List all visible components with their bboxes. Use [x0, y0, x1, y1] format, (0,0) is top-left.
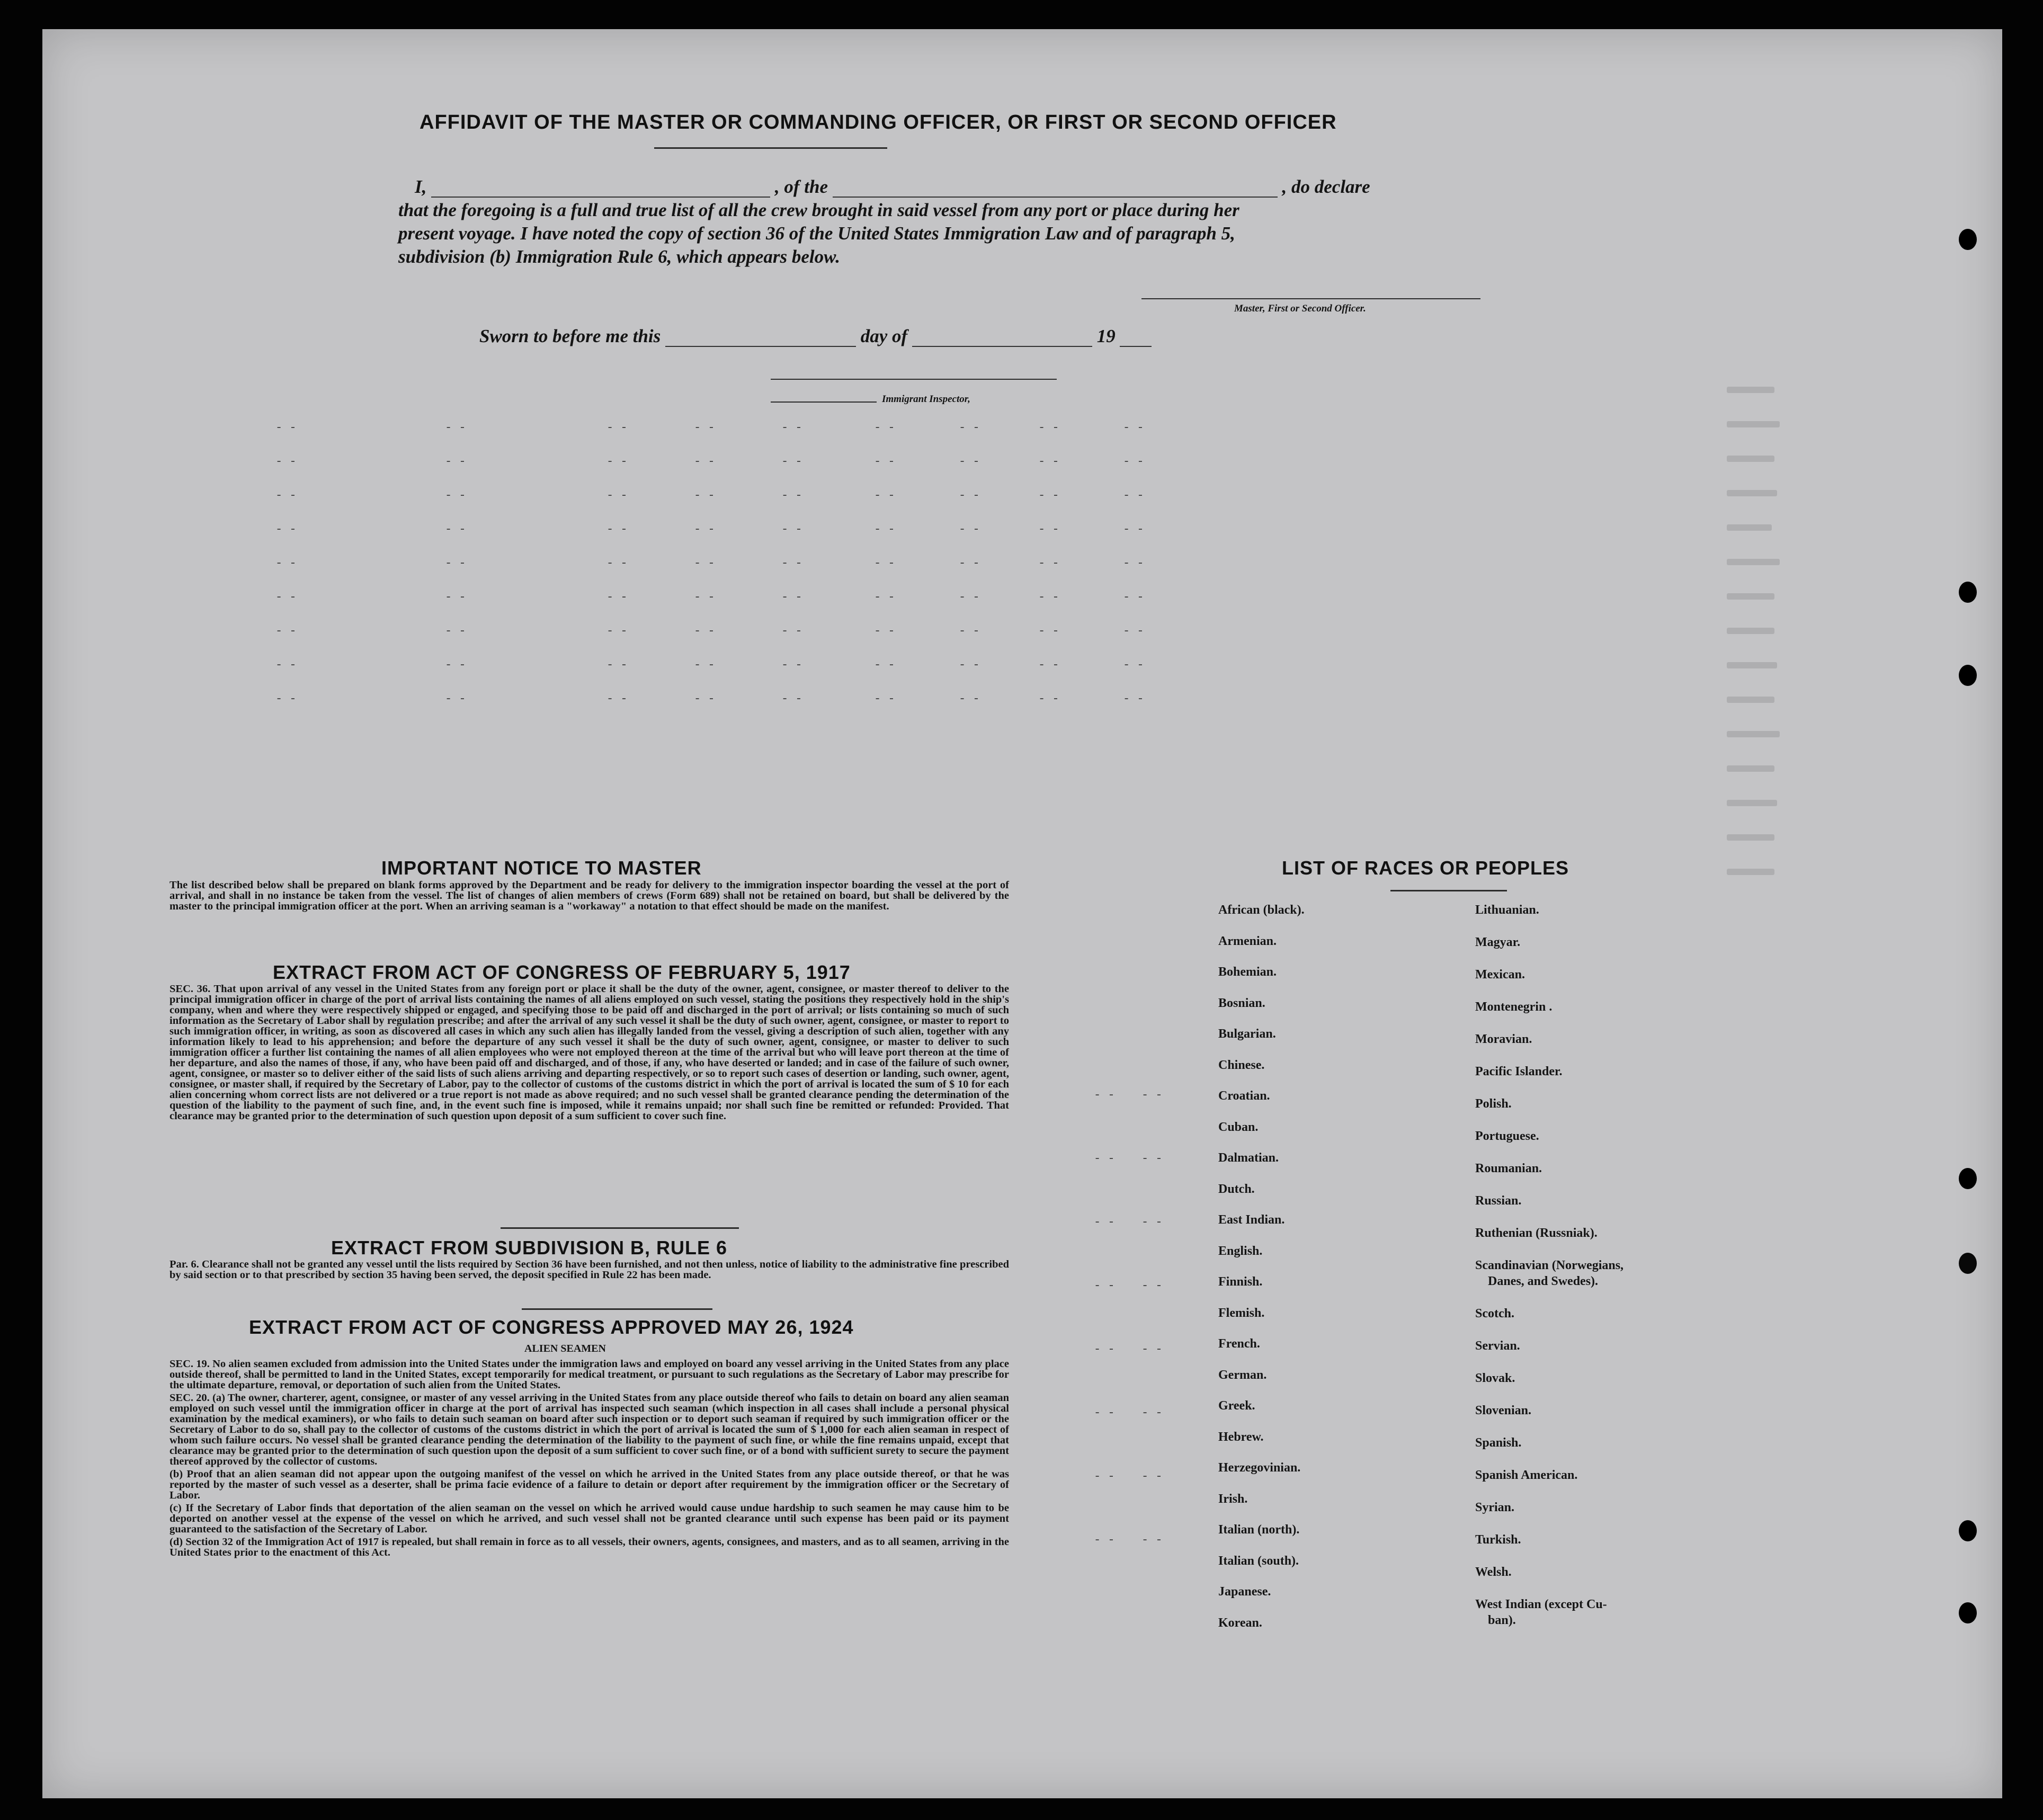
- bleed-mark: [1727, 387, 1774, 393]
- race-item: African (black).: [1218, 903, 1305, 917]
- tally-mark: - -: [275, 523, 297, 536]
- race-item: Mexican.: [1475, 968, 1525, 982]
- sec-20c-text: (c) If the Secretary of Labor finds that deportation of the alien seaman on the vessel on which he arrived would cause undue hardship to such seamen he may cause him to be deported on another vessel at the expense of the vessel on which he arrived, and such vessel shall not be granted clearance until such expense has been paid or its payment guaranteed to the satisfaction of the Secretary of Labor.: [169, 1502, 1009, 1535]
- race-item: Armenian.: [1218, 934, 1277, 948]
- tally-mark: - -: [874, 692, 895, 706]
- section-divider: [501, 1227, 739, 1229]
- tally-mark: - -: [959, 658, 980, 672]
- tally-mark: - -: [874, 489, 895, 502]
- race-item: West Indian (except Cu-: [1475, 1598, 1607, 1611]
- title-underline: [654, 147, 887, 149]
- tally-mark: - -: [445, 658, 466, 672]
- vessel-blank[interactable]: [833, 180, 1278, 198]
- race-item: Portuguese.: [1475, 1129, 1539, 1143]
- inspector-line[interactable]: [771, 379, 1057, 380]
- bleed-mark: [1727, 524, 1772, 531]
- tally-mark: - -: [959, 557, 980, 570]
- tally-mark: - -: [445, 557, 466, 570]
- race-item: Montenegrin .: [1475, 1000, 1553, 1014]
- bleed-mark: [1727, 869, 1774, 875]
- race-item: Bosnian.: [1218, 996, 1265, 1010]
- race-item: Spanish American.: [1475, 1468, 1578, 1482]
- race-item: Italian (north).: [1218, 1523, 1300, 1537]
- tally-mark: - -: [1094, 1343, 1115, 1356]
- tally-mark: - -: [874, 624, 895, 638]
- notice-body: [169, 880, 1009, 914]
- tally-mark: - -: [1094, 1089, 1115, 1102]
- tally-mark: - -: [694, 658, 715, 672]
- races-title: LIST OF RACES OR PEOPLES: [1282, 857, 1569, 879]
- binder-hole: [1959, 1168, 1977, 1189]
- tally-mark: - -: [694, 692, 715, 706]
- race-item: Hebrew.: [1218, 1430, 1264, 1444]
- tally-mark: - -: [781, 591, 802, 604]
- tally-mark: - -: [959, 624, 980, 638]
- tally-mark: - -: [959, 591, 980, 604]
- tally-mark: - -: [1038, 658, 1059, 672]
- race-item: Italian (south).: [1218, 1554, 1299, 1568]
- tally-mark: - -: [1123, 591, 1144, 604]
- tally-mark: - -: [445, 692, 466, 706]
- sec-20a-text: SEC. 20. (a) The owner, charterer, agent, consignee, or master of any vessel arriving in the United States from any place outside thereof who fails to detain on board any alien seaman employed on such vessel until the immigration officer in charge at the port of arrival has inspected such seaman (which inspection in all cases shall include a personal physical examination by the medical examiners), or who fails to detain such seaman on board after such inspection or to deport such seaman if required by such immigration officer or the Secretary of Labor to do so, shall pay to the collector of customs of the customs district in which the port of arrival is located the sum of $ 1,000 for each alien seaman in respect of whom such failure occurs. No vessel shall be granted clearance pending the determination of the liability to the payment of such fine, or while the fine remains unpaid, except that clearance may be granted prior to the determination of such question upon the deposit of a sum sufficient to cover such fine, or of a bond with sufficient surety to secure the payment thereof approved by the collector of customs.: [169, 1392, 1009, 1467]
- affidavit-line4: subdivision (b) Immigration Rule 6, which appears below.: [398, 246, 840, 267]
- tally-mark: - -: [445, 624, 466, 638]
- sec-19-text: SEC. 19. No alien seamen excluded from admission into the United States under the immigration laws and employed on board any vessel arriving in the United States from any place outside thereof, shall be permitted to land in the United States, except temporarily for medical treatment, or pursuant to such regulations as the Secretary of Labor may prescribe for the ultimate departure, removal, or deportation of such alien from the United States.: [169, 1358, 1009, 1391]
- race-item: German.: [1218, 1368, 1267, 1382]
- tally-mark: - -: [781, 455, 802, 468]
- extract-rule6-title: EXTRACT FROM SUBDIVISION B, RULE 6: [331, 1237, 728, 1259]
- sworn-year-blank[interactable]: [1120, 329, 1152, 347]
- tally-mark: - -: [1141, 1152, 1163, 1165]
- tally-mark: - -: [1141, 1406, 1163, 1420]
- tally-mark: - -: [959, 692, 980, 706]
- tally-mark: - -: [275, 455, 297, 468]
- binder-hole: [1959, 229, 1977, 250]
- tally-mark: - -: [1094, 1470, 1115, 1483]
- tally-mark: - -: [694, 591, 715, 604]
- bleed-mark: [1727, 800, 1777, 806]
- tally-mark: - -: [874, 421, 895, 434]
- tally-mark: - -: [781, 658, 802, 672]
- race-item: East Indian.: [1218, 1213, 1285, 1227]
- tally-mark: - -: [1094, 1533, 1115, 1547]
- race-item: Chinese.: [1218, 1058, 1265, 1072]
- tally-mark: - -: [874, 658, 895, 672]
- race-item: Scotch.: [1475, 1307, 1514, 1321]
- tally-mark: - -: [694, 624, 715, 638]
- tally-mark: - -: [606, 489, 628, 502]
- bleed-mark: [1727, 765, 1774, 772]
- race-item: Bulgarian.: [1218, 1027, 1276, 1041]
- race-item: Pacific Islander.: [1475, 1065, 1563, 1078]
- tally-mark: - -: [1141, 1279, 1163, 1292]
- race-item: Polish.: [1475, 1097, 1512, 1111]
- race-item: Korean.: [1218, 1616, 1262, 1630]
- tally-mark: - -: [1094, 1216, 1115, 1229]
- tally-mark: - -: [1038, 455, 1059, 468]
- race-item: Cuban.: [1218, 1120, 1259, 1134]
- tally-mark: - -: [694, 421, 715, 434]
- race-item: Lithuanian.: [1475, 903, 1539, 917]
- tally-mark: - -: [275, 489, 297, 502]
- race-item: Dutch.: [1218, 1182, 1255, 1196]
- signature-label: Master, First or Second Officer.: [1234, 303, 1366, 314]
- race-item: Welsh.: [1475, 1565, 1512, 1579]
- bleed-mark: [1727, 559, 1780, 565]
- sworn-day-blank[interactable]: [665, 329, 856, 347]
- par-6-text: Par. 6. Clearance shall not be granted any vessel until the lists required by Section 36 have been furnished, and not then unless, notice of liability to the administrative fine prescribed by said section or to that prescribed by section 35 having been served, the deposit specified in Rule 22 has been made.: [169, 1259, 1009, 1281]
- tally-mark: - -: [445, 591, 466, 604]
- tally-mark: - -: [1123, 557, 1144, 570]
- tally-mark: - -: [874, 557, 895, 570]
- tally-mark: - -: [606, 523, 628, 536]
- day-of-text: day of: [860, 326, 908, 346]
- notice-title: IMPORTANT NOTICE TO MASTER: [381, 857, 702, 879]
- race-item: Slovak.: [1475, 1371, 1515, 1385]
- extract-1917-title: EXTRACT FROM ACT OF CONGRESS OF FEBRUARY 5, 1917: [273, 961, 851, 983]
- sec-36-text: SEC. 36. That upon arrival of any vessel in the United States from any foreign port or place it shall be the duty of the owner, agent, consignee, or master thereof to deliver to the principal immigration officer in charge of the port of arrival lists containing the names of all aliens employed on such vessel, stating the positions they respectively hold in the ship's company, when and where they were respectively shipped or engaged, and specifying those to be paid off and discharged in the port of arrival; or lists containing so much of such information as the Secretary of Labor shall by regulation prescribe; and after the arrival of any such vessel it shall be the duty of such owner, agent, consignee, or master to report to such immigration officer, in writing, as soon as discovered all cases in which any such alien has illegally landed from the vessel, giving a description of such alien, together with any information likely to lead to his apprehension; and before the departure of any such vessel it shall be the duty of such owner, agent, consignee, or master to deliver to such immigration officer a further list containing the names of all alien employees who were not employed thereon at the time of the arrival but who will leave port thereon at the time of her departure, and also the names of those, if any, who have been paid off and discharged, and of those, if any, who have deserted or landed; and in case of the failure of such owner, agent, consignee, or master so to deliver either of the said lists of such aliens arriving and departing respectively, or so to report such cases of desertion or landing, such owner, agent, consignee, or master shall, if required by the Secretary of Labor, pay to the collector of customs of the customs district in which the port of arrival is located the sum of $ 10 for each alien concerning whom correct lists are not delivered or a true report is not made as above required; and no such vessel shall be granted clearance pending the determination of the question of the liability to the payment of such fine, and, in the event such fine is imposed, while it remains unpaid; nor shall such fine be remitted or refunded: Provided. That clearance may be granted prior to the determination of such question upon deposit of a sum sufficient to cover such fine.: [169, 983, 1009, 1122]
- tally-mark: - -: [445, 421, 466, 434]
- tally-mark: - -: [275, 658, 297, 672]
- tally-mark: - -: [1038, 523, 1059, 536]
- binder-hole: [1959, 1253, 1977, 1274]
- tally-mark: - -: [1141, 1089, 1163, 1102]
- tally-mark: - -: [1094, 1279, 1115, 1292]
- bleed-mark: [1727, 731, 1780, 737]
- name-blank[interactable]: [431, 180, 770, 198]
- race-item: Bohemian.: [1218, 965, 1277, 979]
- tally-mark: - -: [275, 624, 297, 638]
- affidavit-declare: , do declare: [1282, 176, 1370, 197]
- race-item: Herzegovinian.: [1218, 1461, 1301, 1475]
- tally-mark: - -: [1141, 1216, 1163, 1229]
- race-item: Turkish.: [1475, 1533, 1521, 1547]
- bleed-mark: [1727, 456, 1774, 462]
- race-item: Roumanian.: [1475, 1162, 1542, 1175]
- tally-mark: - -: [606, 591, 628, 604]
- tally-mark: - -: [606, 658, 628, 672]
- tally-mark: - -: [1123, 658, 1144, 672]
- extract-1924-title: EXTRACT FROM ACT OF CONGRESS APPROVED MAY 26, 1924: [249, 1316, 854, 1338]
- tally-mark: - -: [1038, 591, 1059, 604]
- sworn-line: [479, 326, 1152, 347]
- tally-mark: - -: [781, 692, 802, 706]
- tally-mark: - -: [445, 489, 466, 502]
- tally-mark: - -: [606, 557, 628, 570]
- race-item: Russian.: [1475, 1194, 1522, 1208]
- race-item: Slovenian.: [1475, 1404, 1532, 1417]
- extract-1924-body: [169, 1359, 1009, 1560]
- affidavit-i: I,: [415, 176, 427, 197]
- tally-mark: - -: [1038, 557, 1059, 570]
- tally-mark: - -: [1141, 1470, 1163, 1483]
- alien-seamen-subtitle: ALIEN SEAMEN: [524, 1343, 606, 1354]
- tally-mark: - -: [781, 523, 802, 536]
- race-item: English.: [1218, 1244, 1263, 1258]
- inspector-line-short: [771, 402, 877, 403]
- tally-mark: - -: [1123, 455, 1144, 468]
- tally-mark: - -: [606, 692, 628, 706]
- race-item: Croatian.: [1218, 1089, 1270, 1103]
- extract-rule6-body: [169, 1259, 1009, 1282]
- tally-mark: - -: [1094, 1406, 1115, 1420]
- tally-mark: - -: [275, 692, 297, 706]
- inspector-label: Immigrant Inspector,: [882, 394, 970, 405]
- race-item: Moravian.: [1475, 1032, 1532, 1046]
- bleed-mark: [1727, 834, 1774, 841]
- tally-mark: - -: [694, 523, 715, 536]
- sec-20d-text: (d) Section 32 of the Immigration Act of 1917 is repealed, but shall remain in force as to all vessels, their owners, agents, consignees, and masters, and as to all seamen, arriving in the United States prior to the enactment of this Act.: [169, 1536, 1009, 1558]
- tally-mark: - -: [275, 591, 297, 604]
- tally-mark: - -: [1123, 624, 1144, 638]
- race-item: Flemish.: [1218, 1306, 1265, 1320]
- affidavit-title: AFFIDAVIT OF THE MASTER OR COMMANDING OFFICER, OR FIRST OR SECOND OFFICER: [420, 111, 1337, 133]
- tally-mark: - -: [1141, 1343, 1163, 1356]
- tally-mark: - -: [1038, 624, 1059, 638]
- tally-mark: - -: [694, 455, 715, 468]
- race-item-continued: ban).: [1488, 1613, 1516, 1627]
- tally-mark: - -: [874, 591, 895, 604]
- document-page: [42, 29, 2002, 1798]
- tally-mark: - -: [959, 421, 980, 434]
- tally-mark: - -: [275, 557, 297, 570]
- tally-mark: - -: [445, 523, 466, 536]
- tally-mark: - -: [275, 421, 297, 434]
- binder-hole: [1959, 1520, 1977, 1541]
- race-item: Dalmatian.: [1218, 1151, 1279, 1165]
- tally-mark: - -: [781, 557, 802, 570]
- race-item: Irish.: [1218, 1492, 1248, 1506]
- binder-hole: [1959, 582, 1977, 603]
- affidavit-line1: [415, 176, 1370, 198]
- affidavit-of-the: , of the: [774, 176, 828, 197]
- affidavit-line2: that the foregoing is a full and true list of all the crew brought in said vessel from any port or place during her: [398, 200, 1239, 220]
- races-underline: [1390, 890, 1507, 891]
- notice-text: The list described below shall be prepared on blank forms approved by the Department and be ready for delivery to the immigration inspector boarding the vessel at the port of arrival, and shall in no instance be taken from the vessel. The list of changes of alien members of crews (Form 689) shall not be retained on board, but shall be delivered by the master to the principal immigration officer at the port. When an arriving seaman is a "workaway" a notation to that effect should be made on the manifest.: [169, 879, 1009, 912]
- tally-mark: - -: [1123, 489, 1144, 502]
- bleed-mark: [1727, 421, 1780, 427]
- tally-mark: - -: [1141, 1533, 1163, 1547]
- bleed-mark: [1727, 662, 1777, 668]
- tally-mark: - -: [874, 523, 895, 536]
- tally-mark: - -: [781, 421, 802, 434]
- sec-20b-text: (b) Proof that an alien seaman did not appear upon the outgoing manifest of the vessel on which he arrived in the United States from any place outside thereof, or that he was reported by the master of such vessel as a deserter, shall be prima facie evidence of a failure to detain or deport after requirement by the immigration officer or the Secretary of Labor.: [169, 1468, 1009, 1501]
- bleed-mark: [1727, 593, 1774, 600]
- tally-mark: - -: [1038, 692, 1059, 706]
- tally-mark: - -: [1094, 1152, 1115, 1165]
- bleed-mark: [1727, 490, 1777, 496]
- race-item: Spanish.: [1475, 1436, 1522, 1450]
- tally-mark: - -: [1123, 523, 1144, 536]
- tally-mark: - -: [694, 489, 715, 502]
- tally-mark: - -: [1038, 489, 1059, 502]
- binder-hole: [1959, 665, 1977, 686]
- tally-mark: - -: [1123, 692, 1144, 706]
- race-item: Greek.: [1218, 1399, 1255, 1413]
- tally-mark: - -: [606, 455, 628, 468]
- tally-mark: - -: [781, 624, 802, 638]
- affidavit-line3: present voyage. I have noted the copy of section 36 of the United States Immigration Law and of paragraph 5,: [398, 223, 1235, 244]
- year-prefix: 19: [1096, 326, 1116, 346]
- race-item: Japanese.: [1218, 1585, 1271, 1599]
- race-item: Finnish.: [1218, 1275, 1263, 1289]
- race-item: Syrian.: [1475, 1501, 1515, 1514]
- race-item: Magyar.: [1475, 935, 1521, 949]
- race-item: Ruthenian (Russniak).: [1475, 1226, 1598, 1240]
- extract-1917-body: [169, 984, 1009, 1123]
- tally-mark: - -: [694, 557, 715, 570]
- bleed-mark: [1727, 697, 1774, 703]
- tally-mark: - -: [1123, 421, 1144, 434]
- binder-hole: [1959, 1602, 1977, 1623]
- race-item: Servian.: [1475, 1339, 1520, 1353]
- tally-mark: - -: [874, 455, 895, 468]
- sworn-month-blank[interactable]: [912, 329, 1092, 347]
- tally-mark: - -: [959, 455, 980, 468]
- signature-line[interactable]: [1141, 298, 1480, 299]
- tally-mark: - -: [1038, 421, 1059, 434]
- tally-mark: - -: [959, 523, 980, 536]
- race-item: Scandinavian (Norwegians,: [1475, 1259, 1624, 1272]
- tally-mark: - -: [606, 421, 628, 434]
- race-item-continued: Danes, and Swedes).: [1488, 1274, 1599, 1288]
- tally-mark: - -: [606, 624, 628, 638]
- section-divider: [522, 1308, 712, 1310]
- tally-mark: - -: [781, 489, 802, 502]
- sworn-text: Sworn to before me this: [479, 326, 661, 346]
- bleed-mark: [1727, 628, 1774, 634]
- race-item: French.: [1218, 1337, 1260, 1351]
- tally-mark: - -: [959, 489, 980, 502]
- tally-mark: - -: [445, 455, 466, 468]
